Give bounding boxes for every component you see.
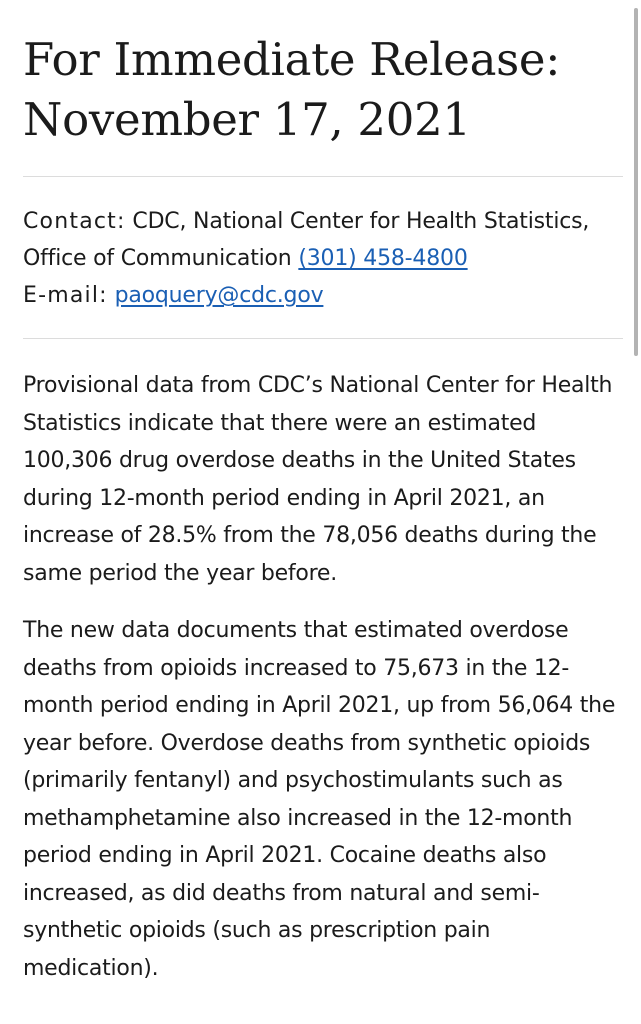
body-paragraph-2: The new data documents that estimated overdose deaths from opioids increased to 75,673 in the 12-month period ending in April 2021, up from 56,064 the year before. Overdose deaths from synthetic opioids (primarily fentanyl) and psychostimulants such as methamphetamine also increased in the 12-month period ending in April 2021. Cocaine deaths also increased, as did deaths from natural and semi-synthetic opioids (such as prescription pain medication). [23, 618, 616, 981]
email-link[interactable]: paoquery@cdc.gov [114, 283, 324, 308]
headline-line-1: For Immediate Release: [23, 33, 561, 86]
article-content [23, 30, 623, 987]
headline-line-2: November 17, 2021 [23, 93, 471, 146]
page-title [23, 30, 623, 150]
body-paragraph-1: Provisional data from CDC’s National Center for Health Statistics indicate that there were an estimated 100,306 drug overdose deaths in the United States during 12-month period ending in April 2021, an increase of 28.5% from the 78,056 deaths during the same period the year before. [23, 373, 613, 586]
scrollbar-thumb[interactable] [634, 8, 638, 356]
contact-label: Contact: [23, 209, 126, 234]
phone-link[interactable]: (301) 458-4800 [298, 246, 468, 271]
contact-text: CDC, National Center for Health Statistics, Office of Communication [23, 209, 590, 271]
divider-bottom [23, 338, 623, 339]
email-label: E-mail: [23, 283, 108, 308]
contact-block [23, 203, 623, 314]
divider-top [23, 176, 623, 177]
